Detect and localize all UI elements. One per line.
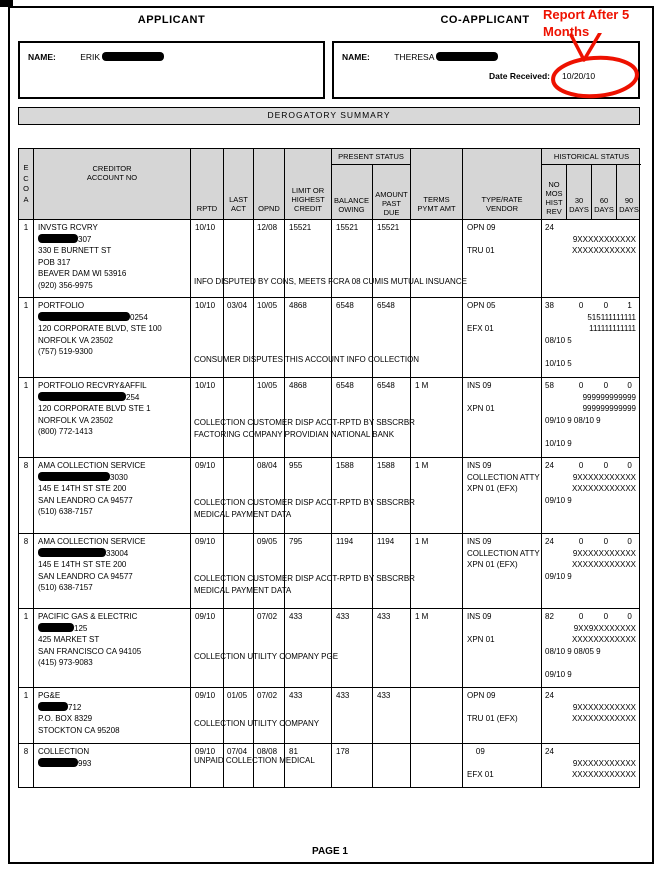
header-90-days: 90 DAYS — [619, 196, 639, 214]
creditor-line: SAN LEANDRO CA 94577 — [38, 495, 133, 505]
redaction-box — [38, 702, 68, 711]
limit-cell: 4868 — [285, 298, 332, 377]
no-mos-value: 38 — [545, 301, 554, 310]
header-last-act: LAST ACT — [224, 149, 254, 219]
balance-owing-cell: 6548 — [332, 298, 373, 377]
creditor-line: NORFOLK VA 23502 — [38, 415, 113, 425]
type-line — [467, 702, 541, 714]
type-line — [467, 758, 541, 770]
rptd-cell: 10/10 — [191, 220, 224, 297]
days90-value: 0 — [627, 537, 632, 546]
historical-line: XXXXXXXXXXXX — [571, 770, 636, 779]
last-act-cell: 01/05 — [224, 688, 254, 743]
creditor-cell — [34, 378, 191, 457]
table-row — [19, 743, 639, 787]
creditor-line: 712 — [38, 702, 190, 714]
opnd-cell: 08/08 — [254, 744, 285, 787]
days60-value: 0 — [603, 461, 609, 470]
creditors-table — [18, 148, 640, 788]
days30-value — [569, 746, 594, 758]
redaction-box — [38, 392, 126, 401]
limit-cell: 433 — [285, 688, 332, 743]
redaction-box — [436, 52, 498, 61]
limit-cell: 4868 — [285, 378, 332, 457]
row-note: UNPAID COLLECTION MEDICAL — [194, 756, 315, 765]
past-due-cell: 433 — [373, 609, 411, 687]
type-line: EFX 01 — [467, 770, 494, 779]
header-terms: TERMS PYMT AMT — [411, 149, 463, 219]
opnd-cell: 07/02 — [254, 688, 285, 743]
days60-value: 0 — [603, 381, 609, 390]
page-number: PAGE 1 — [312, 846, 348, 857]
type-line — [467, 234, 541, 246]
ecoa-cell: 8 — [19, 534, 34, 608]
header-ecoa: E C O A — [19, 149, 34, 219]
days90-value: 0 — [627, 612, 632, 621]
creditor-line: PORTFOLIO RECVRY&AFFIL — [38, 381, 147, 390]
days30-value — [569, 690, 594, 702]
historical-line: 999999999999 — [582, 392, 636, 402]
historical-counts-line — [542, 380, 641, 392]
no-mos-value: 58 — [545, 381, 554, 390]
header-rptd: RPTD — [191, 149, 224, 219]
historical-line: XXXXXXXXXXXX — [571, 714, 636, 723]
table-row — [19, 533, 639, 608]
type-line: 09 — [467, 747, 485, 756]
balance-owing-cell: 1194 — [332, 534, 373, 608]
applicant-name-value: ERIK — [80, 52, 101, 62]
creditor-cell — [34, 458, 191, 533]
creditor-cell — [34, 609, 191, 687]
creditor-line: AMA COLLECTION SERVICE — [38, 461, 146, 470]
derogatory-summary-bar: DEROGATORY SUMMARY — [18, 107, 640, 125]
creditor-line: (415) 973-9083 — [38, 658, 93, 667]
type-line: XPN 01 (EFX) — [467, 484, 518, 493]
limit-cell: 15521 — [285, 220, 332, 297]
no-mos-value: 24 — [545, 537, 554, 546]
type-rate-vendor-cell — [463, 609, 542, 687]
historical-line: 9XXXXXXXXXXX — [572, 472, 636, 482]
terms-cell — [411, 744, 463, 787]
row-note: COLLECTION UTILITY COMPANY PGE — [194, 652, 339, 661]
table-body — [19, 219, 639, 787]
past-due-cell: 6548 — [373, 298, 411, 377]
header-30-days: 30 DAYS — [567, 165, 592, 219]
days60-value — [594, 222, 619, 234]
historical-counts-line — [542, 222, 641, 234]
type-rate-vendor-cell — [463, 298, 542, 377]
historical-line: 111111111111 — [589, 324, 636, 333]
creditor-line: 307 — [38, 234, 190, 246]
creditor-line: 993 — [38, 758, 190, 770]
rptd-cell: 09/10 — [191, 534, 224, 608]
coapplicant-name-row — [342, 52, 498, 62]
creditor-line: 125 — [38, 623, 190, 635]
rptd-cell: 09/10 — [191, 744, 224, 787]
page-title-applicant: APPLICANT — [137, 14, 206, 26]
creditor-line: 120 CORPORATE BLVD STE 1 — [38, 404, 151, 413]
ecoa-cell: 8 — [19, 744, 34, 787]
type-line: INS 09 — [467, 537, 492, 546]
terms-cell: 1 M — [411, 609, 463, 687]
ecoa-cell: 8 — [19, 458, 34, 533]
creditor-line: 330 E BURNETT ST — [38, 246, 112, 255]
creditor-line: SAN FRANCISCO CA 94105 — [38, 646, 142, 656]
limit-cell: 795 — [285, 534, 332, 608]
creditor-line: (510) 638-7157 — [38, 583, 93, 592]
historical-line: 999999999999 — [582, 404, 636, 413]
opnd-cell: 08/04 — [254, 458, 285, 533]
type-rate-vendor-cell — [463, 744, 542, 787]
historical-counts-line — [542, 746, 641, 758]
historical-line: 10/10 5 — [545, 358, 572, 368]
rptd-cell: 10/10 — [191, 298, 224, 377]
historical-line: 9XX9XXXXXXXX — [573, 623, 636, 633]
past-due-cell: 6548 — [373, 378, 411, 457]
no-mos-value: 24 — [545, 691, 554, 700]
row-note: FACTORING COMPANY PROVIDIAN NATIONAL BANK — [194, 430, 395, 439]
row-note: COLLECTION CUSTOMER DISP ACCT-RPTD BY SBSCRBR — [194, 418, 415, 427]
type-line: XPN 01 (EFX) — [467, 560, 518, 569]
creditor-cell — [34, 220, 191, 297]
creditor-line: 425 MARKET ST — [38, 635, 100, 644]
days60-value: 0 — [603, 612, 609, 621]
type-line: COLLECTION ATTY — [467, 548, 540, 558]
header-creditor-account: CREDITOR ACCOUNT NO — [34, 149, 191, 219]
creditor-line: POB 317 — [38, 257, 71, 267]
balance-owing-cell: 178 — [332, 744, 373, 787]
creditor-line: 145 E 14TH ST STE 200 — [38, 560, 127, 569]
type-line: OPN 05 — [467, 301, 496, 310]
creditor-line: STOCKTON CA 95208 — [38, 725, 120, 735]
row-note: COLLECTION CUSTOMER DISP ACCT-RPTD BY SBSCRBR — [194, 574, 415, 583]
ecoa-cell: 1 — [19, 298, 34, 377]
days60-value: 0 — [603, 537, 609, 546]
coapplicant-name-value: THERESA — [394, 52, 434, 62]
historical-line: 9XXXXXXXXXXX — [572, 702, 636, 712]
balance-owing-cell: 433 — [332, 609, 373, 687]
applicant-name-label: NAME: — [28, 52, 56, 62]
handwritten-annotation-line2: Months — [543, 24, 590, 39]
rptd-cell: 09/10 — [191, 688, 224, 743]
creditor-cell — [34, 688, 191, 743]
terms-cell: 1 M — [411, 458, 463, 533]
days90-value: 1 — [627, 301, 632, 310]
terms-cell — [411, 298, 463, 377]
header-opnd: OPND — [254, 149, 285, 219]
type-rate-vendor-cell — [463, 220, 542, 297]
historical-counts-line — [542, 300, 641, 312]
creditor-line: 145 E 14TH ST STE 200 — [38, 484, 127, 493]
table-row — [19, 219, 639, 297]
historical-status-cell — [542, 298, 641, 377]
historical-line — [542, 426, 641, 438]
creditor-line: 254 — [38, 392, 190, 404]
historical-line: 9XXXXXXXXXXX — [572, 758, 636, 768]
last-act-cell: 03/04 — [224, 298, 254, 377]
coapplicant-name-box — [332, 41, 640, 99]
creditor-line: 33004 — [38, 548, 190, 560]
past-due-cell: 15521 — [373, 220, 411, 297]
historical-line: XXXXXXXXXXXX — [571, 484, 636, 493]
date-received-label: Date Received: — [489, 71, 550, 81]
ecoa-cell: 1 — [19, 688, 34, 743]
creditor-line: (800) 772-1413 — [38, 427, 93, 436]
no-mos-value: 24 — [545, 747, 554, 756]
header-amount-past-due: AMOUNT PAST DUE — [375, 190, 408, 217]
row-note: MEDICAL PAYMENT DATA — [194, 586, 292, 595]
type-line: COLLECTION ATTY — [467, 472, 540, 482]
header-historical-status-group — [542, 149, 641, 219]
historical-line: 515111111111 — [587, 312, 636, 322]
days30-value: 0 — [578, 612, 584, 621]
balance-owing-cell: 433 — [332, 688, 373, 743]
type-line: XPN 01 — [467, 635, 495, 644]
header-balance-owing: BALANCE OWING — [332, 165, 373, 219]
row-note: COLLECTION UTILITY COMPANY — [194, 719, 320, 728]
historical-status-cell — [542, 534, 641, 608]
header-present-status: PRESENT STATUS — [332, 149, 410, 165]
table-row — [19, 377, 639, 457]
historical-line: 09/10 9 — [545, 669, 572, 679]
creditor-line: (757) 519-9300 — [38, 347, 93, 356]
redaction-box — [38, 623, 74, 632]
terms-cell: 1 M — [411, 378, 463, 457]
creditor-line: (510) 638-7157 — [38, 507, 93, 516]
type-line: XPN 01 — [467, 404, 495, 413]
header-60-days: 60 DAYS — [592, 165, 617, 219]
rptd-cell: 10/10 — [191, 378, 224, 457]
type-line: INS 09 — [467, 461, 492, 470]
row-note: CONSUMER DISPUTES THIS ACCOUNT INFO COLLECTION — [194, 355, 420, 364]
redaction-box — [38, 312, 130, 321]
header-type-rate-vendor: TYPE/RATE VENDOR — [463, 149, 542, 219]
date-received-value: 10/20/10 — [562, 71, 596, 81]
opnd-cell: 12/08 — [254, 220, 285, 297]
creditor-line: PORTFOLIO — [38, 301, 85, 310]
creditor-line: PACIFIC GAS & ELECTRIC — [38, 612, 138, 621]
past-due-cell: 433 — [373, 688, 411, 743]
ecoa-cell: 1 — [19, 378, 34, 457]
last-act-cell — [224, 458, 254, 533]
type-line: EFX 01 — [467, 324, 494, 333]
days90-value: 0 — [627, 381, 632, 390]
historical-line: 09/10 9 — [545, 571, 572, 581]
days30-value: 0 — [578, 537, 584, 546]
days30-value: 0 — [578, 381, 584, 390]
historical-counts-line — [542, 460, 641, 472]
redaction-box — [38, 548, 106, 557]
type-line: INS 09 — [467, 381, 492, 390]
historical-line: XXXXXXXXXXXX — [571, 635, 636, 644]
creditor-line: COLLECTION — [38, 747, 90, 756]
opnd-cell: 10/05 — [254, 298, 285, 377]
redaction-box — [102, 52, 164, 61]
historical-line: XXXXXXXXXXXX — [571, 246, 636, 255]
opnd-cell: 09/05 — [254, 534, 285, 608]
type-rate-vendor-cell — [463, 688, 542, 743]
type-line: OPN 09 — [467, 691, 496, 700]
historical-line: 9XXXXXXXXXXX — [572, 548, 636, 558]
type-line: INS 09 — [467, 612, 492, 621]
creditor-line: SAN LEANDRO CA 94577 — [38, 571, 133, 581]
creditor-line: 0254 — [38, 312, 190, 324]
days60-value — [594, 690, 619, 702]
days90-value — [618, 746, 641, 758]
page-title-coapplicant: CO-APPLICANT — [440, 14, 530, 26]
ecoa-cell: 1 — [19, 220, 34, 297]
days60-value: 0 — [603, 301, 609, 310]
applicant-name-row — [28, 52, 164, 62]
header-historical-status: HISTORICAL STATUS — [542, 149, 641, 165]
limit-cell: 81 — [285, 744, 332, 787]
historical-status-cell — [542, 609, 641, 687]
days60-value — [594, 746, 619, 758]
historical-status-cell — [542, 744, 641, 787]
creditor-line: INVSTG RCVRY — [38, 223, 98, 232]
creditor-cell — [34, 534, 191, 608]
historical-line: XXXXXXXXXXXX — [571, 560, 636, 569]
redaction-box — [38, 758, 78, 767]
creditor-line: BEAVER DAM WI 53916 — [38, 269, 127, 278]
last-act-cell: 07/04 — [224, 744, 254, 787]
last-act-cell — [224, 534, 254, 608]
header-limit: LIMIT OR HIGHEST CREDIT — [285, 149, 332, 219]
opnd-cell: 10/05 — [254, 378, 285, 457]
row-note: COLLECTION CUSTOMER DISP ACCT-RPTD BY SBSCRBR — [194, 498, 415, 507]
creditor-line: AMA COLLECTION SERVICE — [38, 537, 146, 546]
coapplicant-name-label: NAME: — [342, 52, 370, 62]
header-present-status-group — [332, 149, 411, 219]
historical-line: 10/10 9 — [545, 438, 572, 448]
days30-value — [569, 222, 594, 234]
type-line: TRU 01 — [467, 246, 495, 255]
rptd-cell: 09/10 — [191, 458, 224, 533]
applicant-name-box — [18, 41, 325, 99]
handwritten-annotation-line1: Report After 5 — [543, 7, 630, 22]
historical-counts-line — [542, 611, 641, 623]
type-line: TRU 01 (EFX) — [467, 714, 518, 723]
past-due-cell: 1588 — [373, 458, 411, 533]
creditor-line: (920) 356-9975 — [38, 280, 93, 290]
creditor-cell — [34, 298, 191, 377]
historical-status-cell — [542, 458, 641, 533]
days90-value — [618, 690, 641, 702]
type-line — [467, 312, 541, 324]
historical-counts-line — [542, 536, 641, 548]
balance-owing-cell: 1588 — [332, 458, 373, 533]
balance-owing-cell: 15521 — [332, 220, 373, 297]
historical-line: 9XXXXXXXXXXX — [572, 234, 636, 244]
no-mos-value: 24 — [545, 223, 554, 232]
table-row — [19, 297, 639, 377]
historical-status-cell — [542, 220, 641, 297]
historical-status-cell — [542, 688, 641, 743]
header-no-mos-hist-rev: NO MOS HIST REV — [542, 165, 567, 219]
row-note: MEDICAL PAYMENT DATA — [194, 510, 292, 519]
creditor-line: 120 CORPORATE BLVD, STE 100 — [38, 324, 162, 333]
type-rate-vendor-cell — [463, 378, 542, 457]
past-due-cell — [373, 744, 411, 787]
days30-value: 0 — [578, 461, 584, 470]
days90-value: 0 — [627, 461, 632, 470]
historical-line — [542, 657, 641, 669]
days30-value: 0 — [578, 301, 584, 310]
creditor-cell — [34, 744, 191, 787]
past-due-cell: 1194 — [373, 534, 411, 608]
terms-cell: 1 M — [411, 534, 463, 608]
ecoa-cell: 1 — [19, 609, 34, 687]
table-row — [19, 687, 639, 743]
redaction-box — [38, 472, 110, 481]
creditor-line: P.O. BOX 8329 — [38, 714, 93, 723]
type-rate-vendor-cell — [463, 534, 542, 608]
no-mos-value: 82 — [545, 612, 554, 621]
rptd-cell: 09/10 — [191, 609, 224, 687]
balance-owing-cell: 6548 — [332, 378, 373, 457]
last-act-cell — [224, 609, 254, 687]
table-row — [19, 457, 639, 533]
creditor-line: NORFOLK VA 23502 — [38, 335, 113, 345]
creditor-line: 3030 — [38, 472, 190, 484]
creditor-line: PG&E — [38, 691, 61, 700]
historical-line: 08/10 5 — [545, 335, 572, 345]
historical-line — [542, 346, 641, 358]
no-mos-value: 24 — [545, 461, 554, 470]
historical-line: 08/10 9 08/05 9 — [545, 646, 601, 656]
type-line — [467, 623, 541, 635]
table-header — [19, 149, 639, 219]
table-row — [19, 608, 639, 687]
opnd-cell: 07/02 — [254, 609, 285, 687]
row-note: INFO DISPUTED BY CONS, MEETS FCRA 08 CUMIS MUTUAL INSUANCE — [194, 277, 467, 286]
redaction-box — [38, 234, 78, 243]
type-line: OPN 09 — [467, 223, 496, 232]
days90-value — [618, 222, 641, 234]
terms-cell — [411, 688, 463, 743]
historical-line: 09/10 9 — [545, 495, 572, 505]
historical-status-cell — [542, 378, 641, 457]
historical-line: 09/10 9 08/10 9 — [545, 415, 601, 425]
limit-cell: 955 — [285, 458, 332, 533]
type-rate-vendor-cell — [463, 458, 542, 533]
historical-counts-line — [542, 690, 641, 702]
limit-cell: 433 — [285, 609, 332, 687]
type-line — [467, 392, 541, 404]
